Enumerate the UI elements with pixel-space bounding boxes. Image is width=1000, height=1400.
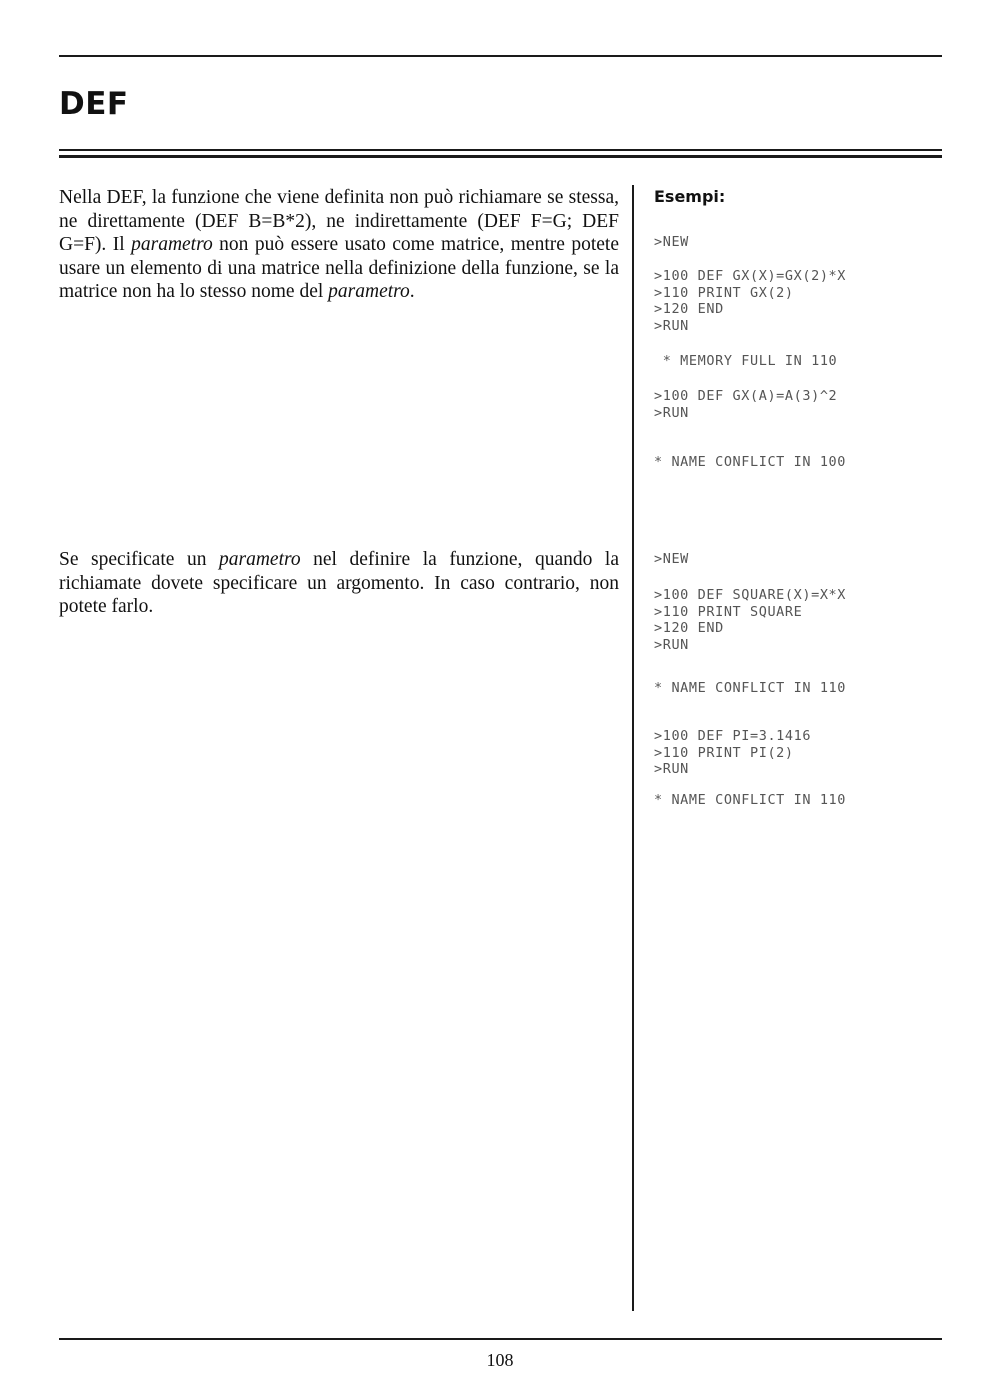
- paragraph-text: Nella DEF, la funzione che viene definita non può richiamare se stessa, ne direttamente (DEF B=B*2), ne indirettamente (DEF F=G; DEF G=F). Il: [59, 187, 619, 255]
- code-new: >NEW: [654, 234, 689, 250]
- parameter-term: parametro: [219, 549, 301, 570]
- paragraph-text: nel definire la funzione, quando la richiamate dovete specificare un argomento. In caso contrario, non potete farlo.: [59, 549, 619, 617]
- code-error-memory-full: * MEMORY FULL IN 110: [654, 353, 838, 369]
- paragraph-argument: [59, 548, 619, 619]
- bottom-rule: [59, 1338, 942, 1340]
- code-error-name-conflict: * NAME CONFLICT IN 110: [654, 680, 847, 696]
- page-number: 108: [486, 1350, 514, 1370]
- top-rule: [59, 55, 942, 57]
- code-program-array: >100 DEF GX(A)=A(3)^2 >RUN: [654, 388, 838, 421]
- code-error-name-conflict: * NAME CONFLICT IN 110: [654, 792, 847, 808]
- code-error-name-conflict: * NAME CONFLICT IN 100: [654, 454, 847, 470]
- title-double-rule-upper: [59, 149, 942, 151]
- code-program-gx: >100 DEF GX(X)=GX(2)*X >110 PRINT GX(2) >120 END >RUN: [654, 268, 847, 334]
- title-double-rule-lower: [59, 155, 942, 158]
- paragraph-text: .: [409, 281, 415, 302]
- examples-heading: Esempi:: [654, 187, 726, 206]
- page-title: DEF: [59, 86, 129, 122]
- paragraph-recursion: [59, 186, 619, 304]
- paragraph-text: Se specificate un: [59, 549, 219, 570]
- code-new: >NEW: [654, 551, 689, 567]
- column-divider: [632, 185, 634, 1311]
- code-program-square: >100 DEF SQUARE(X)=X*X >110 PRINT SQUARE >120 END >RUN: [654, 587, 847, 653]
- parameter-term: parametro: [328, 281, 410, 302]
- paragraph-text: non può essere usato come matrice, mentre potete usare un elemento di una matrice nella definizione della funzione, se la matrice non ha lo stesso nome del: [59, 234, 619, 302]
- code-program-pi: >100 DEF PI=3.1416 >110 PRINT PI(2) >RUN: [654, 728, 812, 777]
- parameter-term: parametro: [131, 234, 213, 255]
